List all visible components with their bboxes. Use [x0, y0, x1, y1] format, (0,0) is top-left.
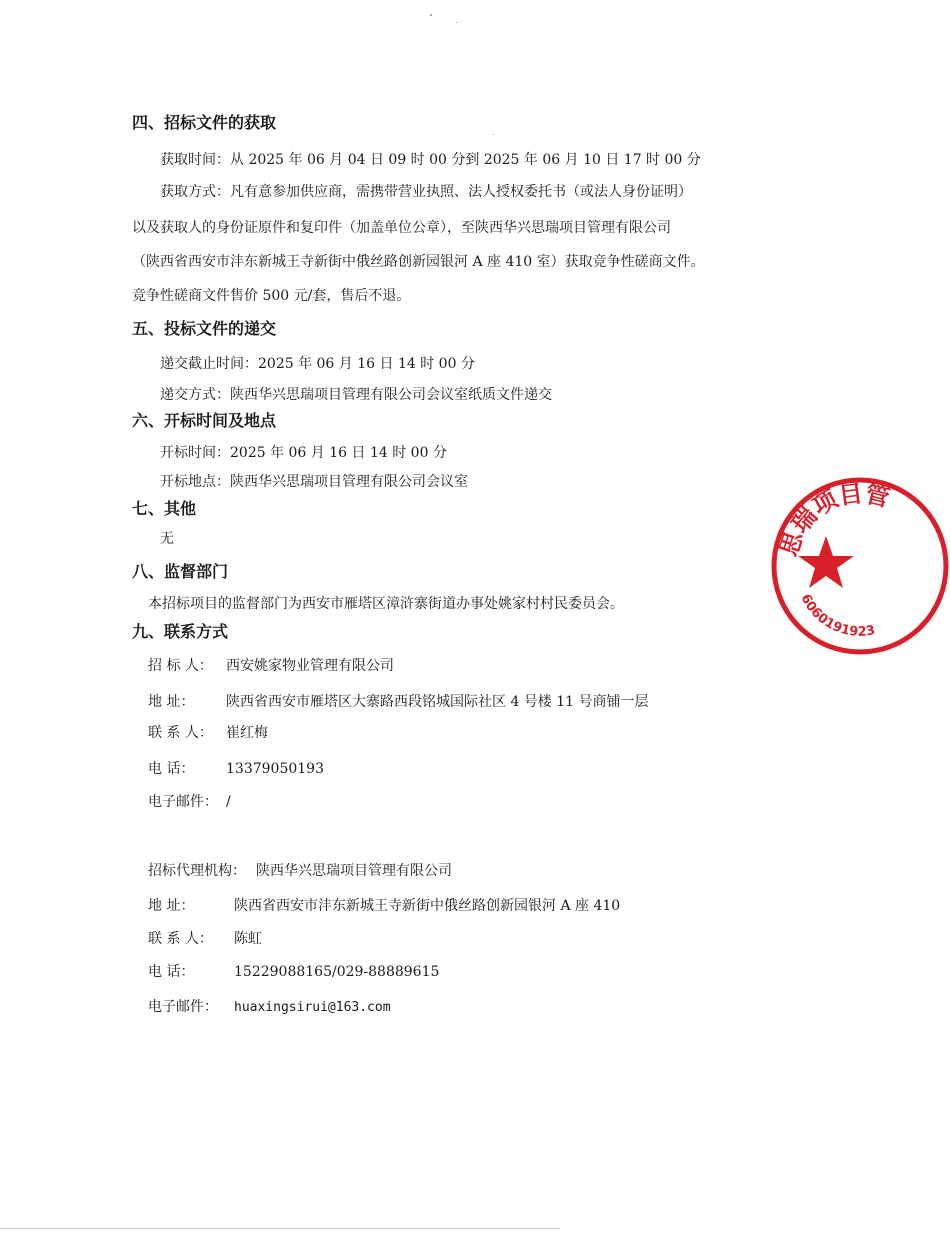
seal-number: 6060191923 [797, 591, 877, 640]
agency-phone-row [148, 962, 439, 982]
agency-phone-label: 电 话： [148, 964, 195, 980]
agency-phone: 15229088165/029-88889615 [234, 964, 440, 980]
tenderer-address-row [148, 692, 649, 712]
section-6-heading: 六、开标时间及地点 [132, 411, 277, 430]
s5-method: 递交方式：陕西华兴思瑞项目管理有限公司会议室纸质文件递交 [160, 387, 552, 403]
tenderer-phone-label: 电 话： [148, 761, 195, 777]
s4-method-line-3: （陕西省西安市沣东新城王寺新街中俄丝路创新园银河 A 座 410 室）获取竞争性磋商文件。 [132, 254, 705, 270]
seal-arc-text: 思瑞项目管 [774, 479, 893, 560]
scan-edge-line [0, 1228, 560, 1229]
scan-speck [493, 134, 494, 135]
agency-contact-label: 联 系 人： [148, 931, 213, 947]
section-5-heading: 五、投标文件的递交 [132, 319, 277, 338]
s4-method-line-1: 获取方式：凡有意参加供应商，需携带营业执照、法人授权委托书（或法人身份证明） [160, 184, 692, 200]
tenderer-name-label: 招 标 人： [148, 658, 213, 674]
agency-email-label: 电子邮件： [148, 999, 218, 1015]
agency-contact-row [148, 929, 262, 949]
section-4-heading: 四、招标文件的获取 [132, 113, 277, 132]
scan-speck [456, 22, 457, 23]
agency-email-row [148, 997, 391, 1018]
company-seal [770, 476, 893, 656]
tenderer-email: / [226, 794, 231, 810]
agency-address-row [148, 896, 620, 916]
tenderer-address: 陕西省西安市雁塔区大寨路西段铭城国际社区 4 号楼 11 号商铺一层 [226, 694, 649, 710]
agency-contact: 陈虹 [234, 931, 262, 947]
tenderer-contact: 崔红梅 [226, 725, 268, 741]
tenderer-address-label: 地 址： [148, 694, 195, 710]
s6-opening-time: 开标时间：2025 年 06 月 16 日 14 时 00 分 [160, 445, 447, 461]
section-7-heading: 七、其他 [132, 499, 197, 518]
agency-name-row [148, 861, 452, 881]
tenderer-phone: 13379050193 [226, 761, 324, 777]
agency-address: 陕西省西安市沣东新城王寺新街中俄丝路创新园银河 A 座 410 [234, 898, 621, 914]
seal-graphic [770, 476, 950, 656]
s4-method-line-4: 竞争性磋商文件售价 500 元/套，售后不退。 [132, 288, 411, 304]
tenderer-name-row [148, 656, 394, 676]
tenderer-email-label: 电子邮件： [148, 794, 218, 810]
s5-deadline: 递交截止时间：2025 年 06 月 16 日 14 时 00 分 [160, 356, 475, 372]
tenderer-name: 西安姚家物业管理有限公司 [226, 658, 394, 674]
tenderer-phone-row [148, 759, 324, 779]
s4-method-line-2: 以及获取人的身份证原件和复印件（加盖单位公章），至陕西华兴思瑞项目管理有限公司 [132, 220, 671, 236]
agency-name: 陕西华兴思瑞项目管理有限公司 [256, 863, 452, 879]
tenderer-contact-row [148, 723, 268, 743]
agency-name-label: 招标代理机构： [148, 863, 246, 879]
s8-body: 本招标项目的监督部门为西安市雁塔区漳浒寨街道办事处姚家村村民委员会。 [148, 596, 624, 612]
seal-star-icon [798, 536, 854, 588]
section-8-heading: 八、监督部门 [132, 562, 229, 581]
s7-body: 无 [160, 531, 174, 547]
agency-email: huaxingsirui@163.com [234, 1000, 391, 1015]
agency-address-label: 地 址： [148, 898, 195, 914]
section-9-heading: 九、联系方式 [132, 622, 229, 641]
tenderer-contact-label: 联 系 人： [148, 725, 213, 741]
s4-acquisition-time: 获取时间：从 2025 年 06 月 04 日 09 时 00 分到 2025 年 06 月 10 日 17 时 00 分 [160, 152, 701, 168]
tenderer-email-row [148, 792, 231, 812]
scan-speck [430, 14, 432, 16]
s6-opening-place: 开标地点：陕西华兴思瑞项目管理有限公司会议室 [160, 474, 468, 490]
